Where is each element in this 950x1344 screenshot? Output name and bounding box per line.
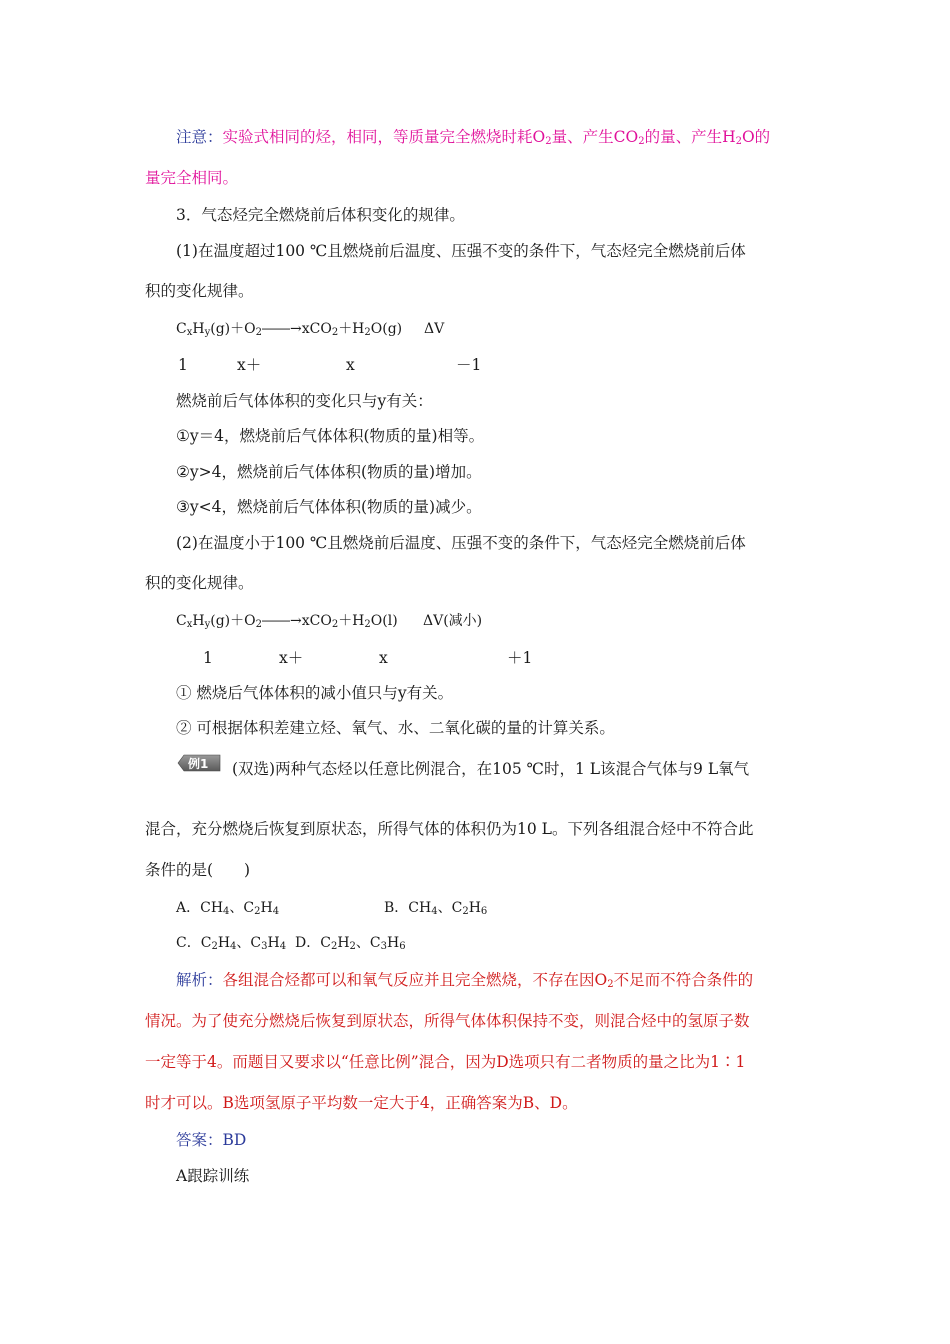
rule-intro: 燃烧前后气体体积的变化只与y有关：	[176, 392, 433, 410]
conclusion-2: ② 可根据体积差建立烃、氧气、水、二氧化碳的量的计算关系。	[176, 719, 615, 737]
eq2-coef-1: 1	[203, 649, 213, 667]
analysis-line-2: 情况。为了使充分燃烧后恢复到原状态，所得气体体积保持不变，则混合烃中的氢原子数	[145, 1012, 750, 1030]
section-3-title: 3．气态烃完全燃烧前后体积变化的规律。	[176, 206, 465, 224]
answer-label: 答案：	[176, 1131, 223, 1149]
note-line-1	[176, 126, 841, 148]
rule-1: ①y＝4，燃烧前后气体体积(物质的量)相等。	[176, 427, 485, 445]
note-line-2: 量完全相同。	[145, 169, 239, 187]
equation-2: $C_xH_y(g)+O_2――\to xCO_2+H_2O(l)$	[176, 613, 398, 630]
analysis-label: 解析：	[176, 971, 223, 989]
example-line-2: 混合，充分燃烧后恢复到原状态，所得气体的体积仍为10 L。下列各组混合烃中不符合此	[145, 820, 754, 838]
eq1-coef-4: －1	[456, 356, 482, 374]
eq2-coef-2: x＋	[279, 649, 304, 667]
eq2-coef-4: ＋1	[507, 649, 533, 667]
p1-line-1: (1)在温度超过100 ℃且燃烧前后温度、压强不变的条件下，气态烃完全燃烧前后体	[176, 242, 746, 260]
eq1-coef-3: x	[346, 356, 355, 374]
p2-line-2: 积的变化规律。	[145, 574, 254, 592]
example-badge-icon	[176, 752, 222, 774]
answer-value: BD	[222, 1131, 247, 1149]
p1-line-2: 积的变化规律。	[145, 282, 254, 300]
example-line-3: 条件的是( )	[145, 861, 251, 879]
option-b: B．$CH_4$、$C_2H_6$	[384, 900, 488, 917]
note-text-1: 实验式相同的烃，相同，等质量完全燃烧时耗$O_2$量、产生$CO_2$的量、产生$H_2O$的	[222, 128, 771, 147]
analysis-line-3: 一定等于4。而题目又要求以“任意比例”混合，因为D选项只有二者物质的量之比为1∶1	[145, 1053, 746, 1071]
answer-line	[176, 1129, 841, 1151]
equation-2-delta-v: ΔV(减小)	[423, 613, 483, 629]
conclusion-1: ① 燃烧后气体体积的减小值只与y有关。	[176, 684, 454, 702]
eq1-coef-2: x＋	[237, 356, 262, 374]
eq2-coef-3: x	[379, 649, 388, 667]
eq1-coef-1: 1	[178, 356, 188, 374]
equation-1-delta-v: ΔV	[424, 321, 445, 337]
rule-3: ③y<4，燃烧前后气体体积(物质的量)减少。	[176, 498, 482, 516]
rule-2: ②y>4，燃烧前后气体体积(物质的量)增加。	[176, 463, 482, 481]
example-badge-text: 例1	[188, 757, 209, 771]
analysis-line-1: 解析：各组混合烃都可以和氧气反应并且完全燃烧，不存在因$O_2$不足而不符合条件的	[176, 971, 754, 990]
example-line-1: (双选)两种气态烃以任意比例混合，在105 ℃时，1 L该混合气体与9 L氧气	[232, 760, 750, 778]
analysis-line-4: 时才可以。B选项氢原子平均数一定大于4，正确答案为B、D。	[145, 1094, 578, 1112]
follow-up-heading: A跟踪训练	[176, 1167, 250, 1185]
option-c-d: C．$C_2H_4$、$C_3H_4$ D．$C_2H_2$、$C_3H_6$	[176, 935, 406, 952]
option-a: A．$CH_4$、$C_2H_4$	[176, 900, 280, 917]
note-label: 注意：	[176, 128, 223, 146]
p2-line-1: (2)在温度小于100 ℃且燃烧前后温度、压强不变的条件下，气态烃完全燃烧前后体	[176, 534, 746, 552]
equation-1: $C_xH_y(g)+O_2――\to xCO_2+H_2O(g)$	[176, 321, 403, 338]
